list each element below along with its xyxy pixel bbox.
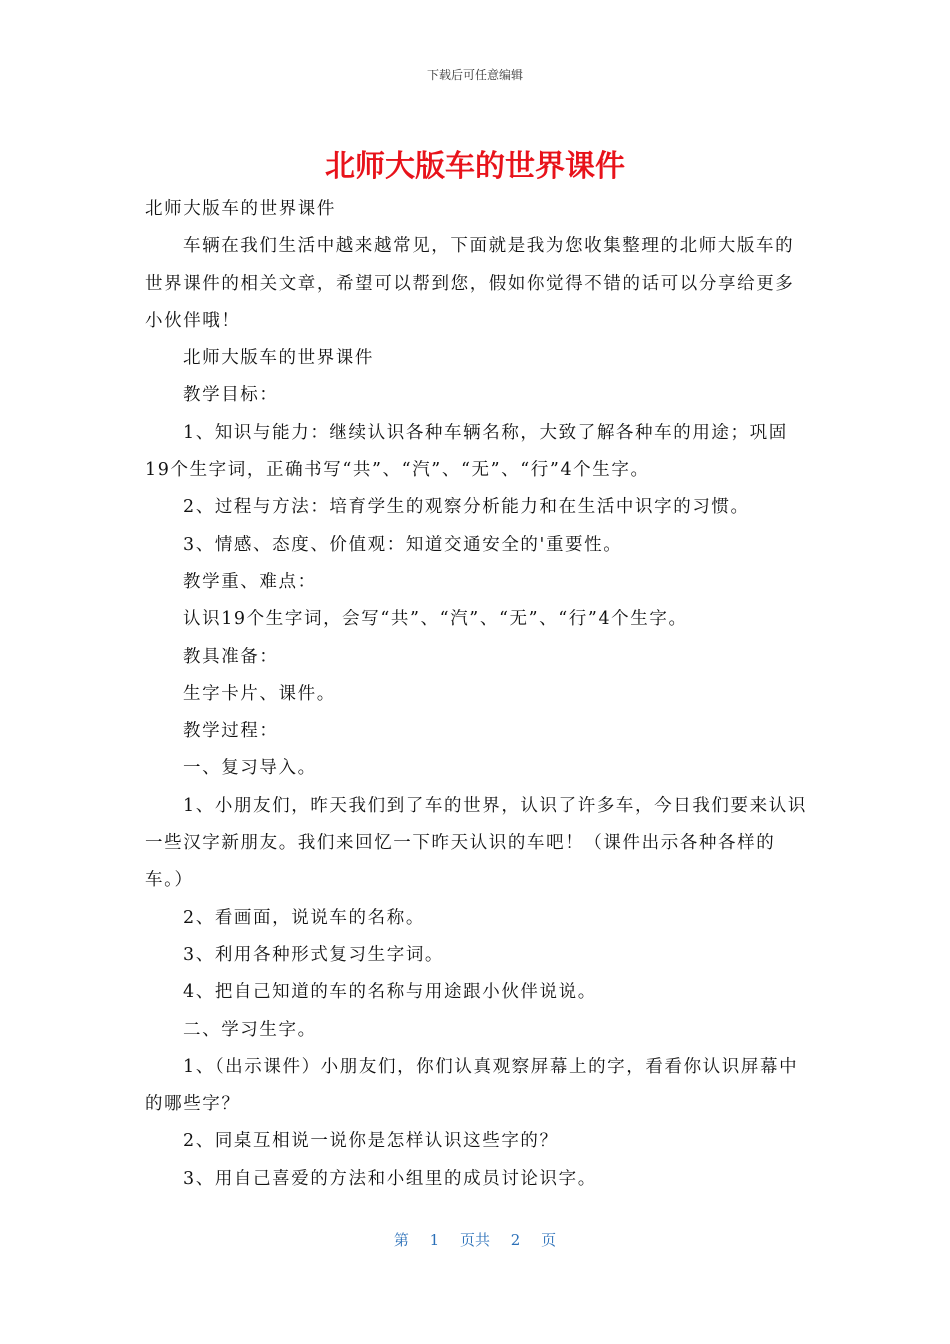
body-line: 北师大版车的世界课件: [145, 199, 336, 219]
body-line: 3、用自己喜爱的方法和小组里的成员讨论识字。: [183, 1168, 597, 1189]
body-line: 生字卡片、课件。: [183, 683, 336, 704]
body-line: 教具准备：: [183, 646, 279, 667]
page-header-note: 下载后可任意编辑: [426, 68, 523, 82]
body-line: 一、复习导入。: [183, 758, 317, 779]
footer-page-word: 第: [393, 1231, 409, 1249]
body-line: 车。）: [145, 870, 194, 891]
body-line: 教学重、难点：: [183, 571, 317, 592]
body-line: 一些汉字新朋友。我们来回忆一下昨天认识的车吧！（课件出示各种各样的: [145, 833, 776, 854]
body-line: 的哪些字？: [145, 1094, 241, 1115]
footer-page-of: 页共: [459, 1231, 490, 1249]
body-line: 教学目标：: [183, 385, 279, 406]
body-line: 车辆在我们生活中越来越常见，下面就是我为您收集整理的北师大版车的: [183, 236, 795, 257]
body-line: 小伙伴哦！: [145, 310, 241, 331]
footer-page-current: 1: [429, 1231, 440, 1249]
body-line: 北师大版车的世界课件: [183, 348, 374, 369]
document-title: 北师大版车的世界课件: [325, 149, 625, 184]
body-line: 2、看画面，说说车的名称。: [183, 907, 425, 928]
body-line: 二、学习生字。: [183, 1019, 317, 1040]
body-line: 教学过程：: [183, 721, 279, 742]
body-line: 1、小朋友们，昨天我们到了车的世界，认识了许多车，今日我们要来认识: [183, 795, 807, 816]
footer-page-suffix: 页: [541, 1231, 557, 1249]
body-line: 3、利用各种形式复习生字词。: [183, 944, 445, 965]
body-line: 2、过程与方法：培育学生的观察分析能力和在生活中识字的习惯。: [183, 497, 750, 518]
body-line: 1、知识与能力：继续认识各种车辆名称，大致了解各种车的用途；巩固: [183, 422, 788, 443]
page-footer: [0, 1229, 950, 1250]
body-line: 1、（出示课件）小朋友们，你们认真观察屏幕上的字，看看你认识屏幕中: [183, 1056, 799, 1077]
body-line: 4、把自己知道的车的名称与用途跟小伙伴说说。: [183, 982, 597, 1003]
body-line: 19个生字词，正确书写“共”、“汽”、“无”、“行”4个生字。: [145, 460, 650, 481]
body-line: 2、同桌互相说一说你是怎样认识这些字的？: [183, 1131, 559, 1152]
body-line: 认识19个生字词，会写“共”、“汽”、“无”、“行”4个生字。: [183, 609, 688, 630]
body-line: 世界课件的相关文章，希望可以帮到您，假如你觉得不错的话可以分享给更多: [145, 273, 795, 294]
document-body: [145, 191, 810, 1198]
footer-page-total: 2: [510, 1231, 521, 1249]
body-line: 3、情感、态度、价值观：知道交通安全的'重要性。: [183, 534, 623, 555]
